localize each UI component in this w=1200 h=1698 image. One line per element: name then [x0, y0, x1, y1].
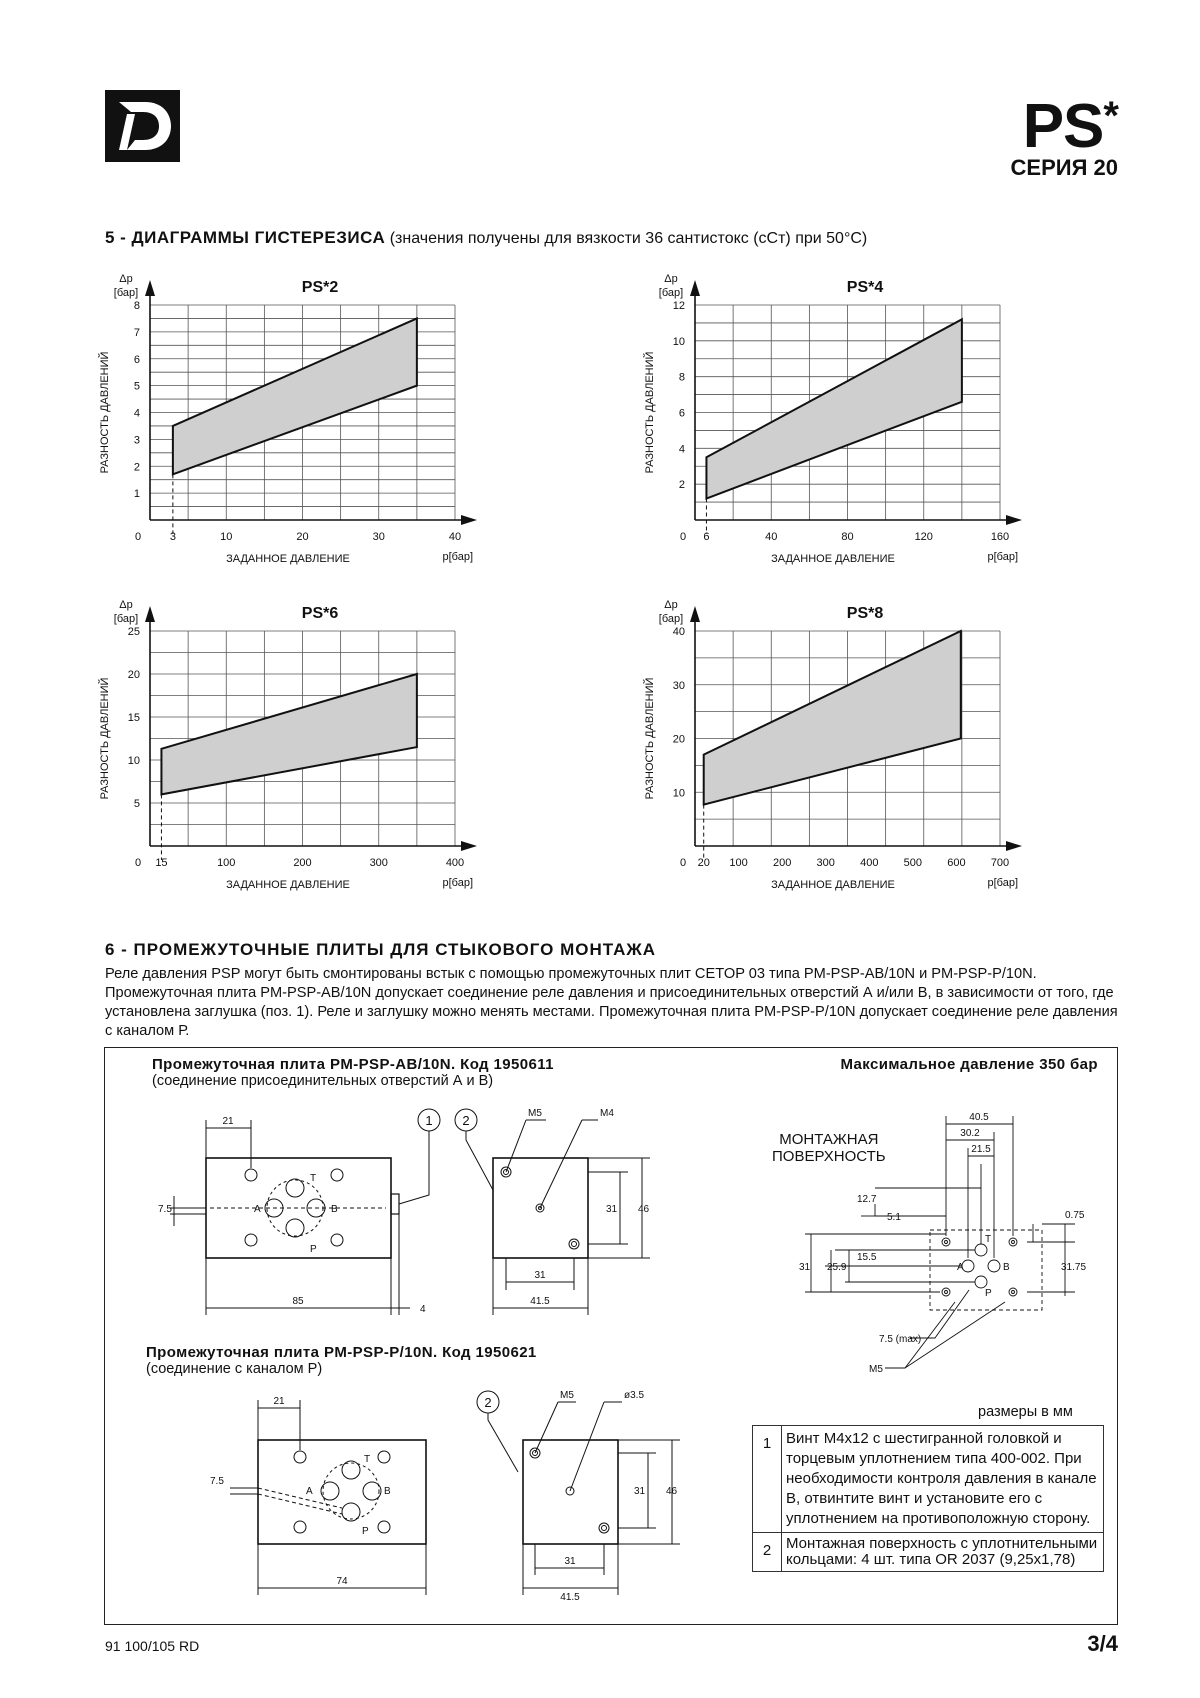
p-dim-21: 21 [273, 1396, 285, 1407]
x-tick-label: 20 [296, 531, 309, 543]
x-tick-label: 600 [947, 857, 966, 869]
ms-label-m5: M5 [869, 1364, 883, 1375]
y-tick-label: 6 [133, 353, 140, 366]
p-port-t: T [364, 1454, 371, 1465]
x-axis-title: ЗАДАННОЕ ДАВЛЕНИЕ [226, 553, 350, 565]
chart-ps2 [98, 272, 478, 572]
max-pressure: Максимальное давление 350 бар [840, 1056, 1098, 1073]
x-tick-label: 40 [448, 531, 462, 543]
x-tick-label: 30 [372, 531, 385, 543]
note-text: Монтажная поверхность с уплотнительными кольцами: 4 шт. типа OR 2037 (9,25x1,78) [782, 1533, 1104, 1572]
chart-svg [98, 272, 478, 572]
mounting-surface-title: МОНТАЖНАЯ ПОВЕРХНОСТЬ [772, 1131, 886, 1165]
document-code: 91 100/105 RD [105, 1638, 200, 1654]
units-note: размеры в мм [978, 1404, 1073, 1420]
x-tick-label: 200 [772, 857, 792, 869]
ms-dim-31-75: 31.75 [1061, 1262, 1087, 1273]
p-dim-31-v: 31 [634, 1486, 646, 1497]
x-axis-arrow [461, 841, 477, 851]
label-m4: M4 [600, 1108, 614, 1119]
y-tick-label: 6 [678, 407, 685, 420]
y-tick-label: 10 [672, 787, 685, 800]
x-tick-label: 300 [816, 857, 835, 869]
dim-21: 21 [222, 1116, 234, 1127]
chart-svg [643, 598, 1023, 898]
dim-4: 4 [420, 1304, 426, 1315]
x-axis-title: ЗАДАННОЕ ДАВЛЕНИЕ [226, 879, 350, 891]
x-tick-label: 6 [703, 531, 710, 543]
chart-svg [98, 598, 478, 898]
y-tick-label: 20 [672, 733, 685, 746]
y-unit-label: [бар] [658, 613, 684, 625]
y-axis-arrow [145, 280, 155, 296]
p-dim-31-h: 31 [564, 1556, 576, 1567]
y-tick-label: 20 [127, 669, 140, 681]
ms-dim-5-1: 5.1 [887, 1212, 901, 1223]
p-dim-74: 74 [336, 1576, 348, 1587]
note-number: 2 [753, 1533, 782, 1572]
dim-46: 46 [638, 1204, 650, 1215]
y-unit-symbol: Δp [664, 599, 678, 611]
x-tick-label: 0 [134, 531, 142, 543]
chart-title: PS*4 [846, 279, 884, 296]
y-tick-label: 4 [133, 407, 140, 420]
p-label-d3-5: ø3.5 [624, 1390, 645, 1401]
y-tick-label: 8 [133, 300, 140, 312]
y-tick-label: 10 [127, 755, 140, 767]
dim-31-v: 31 [606, 1204, 618, 1215]
ms-dim-21-5: 21.5 [971, 1144, 991, 1155]
x-tick-label: 0 [679, 857, 687, 869]
y-tick-label: 30 [672, 679, 685, 692]
x-axis-arrow [1006, 841, 1022, 851]
dim-31-h: 31 [534, 1270, 546, 1281]
x-axis-arrow [461, 515, 477, 525]
y-axis-title: РАЗНОСТЬ ДАВЛЕНИЙ [99, 677, 111, 800]
dim-41-5: 41.5 [530, 1296, 550, 1307]
y-tick-label: 8 [678, 371, 685, 384]
x-tick-label: 3 [169, 531, 176, 543]
chart-title: PS*2 [301, 279, 339, 296]
plate-p-drawing [210, 1390, 700, 1615]
y-axis-title: РАЗНОСТЬ ДАВЛЕНИЙ [644, 351, 656, 474]
series-title: PS* [1022, 92, 1118, 161]
section5-title: 5 - ДИАГРАММЫ ГИСТЕРЕЗИСА [105, 228, 386, 247]
p-callout-2: 2 [484, 1395, 492, 1410]
y-unit-label: [бар] [658, 287, 684, 299]
notes-table [752, 1425, 1104, 1572]
x-tick-label: 0 [134, 857, 142, 869]
ms-dim-0-75: 0.75 [1065, 1210, 1085, 1221]
chart-svg [643, 272, 1023, 572]
y-tick-label: 3 [133, 434, 140, 447]
ms-dim-12-7: 12.7 [857, 1194, 877, 1205]
y-axis-title: РАЗНОСТЬ ДАВЛЕНИЙ [644, 677, 656, 800]
y-axis-arrow [690, 606, 700, 622]
plate-ab-title: Промежуточная плита PM-PSP-AB/10N. Код 1950611 [152, 1056, 554, 1073]
port-p: P [310, 1244, 317, 1255]
ms-dim-40-5: 40.5 [969, 1112, 989, 1123]
y-unit-symbol: Δp [664, 273, 678, 285]
ms-dim-31: 31 [799, 1262, 811, 1273]
port-t: T [310, 1173, 317, 1184]
section5-heading [105, 228, 867, 248]
x-axis-title: ЗАДАННОЕ ДАВЛЕНИЕ [771, 553, 895, 565]
x-tick-label: 80 [841, 531, 854, 543]
ms-dim-30-2: 30.2 [960, 1128, 980, 1139]
y-tick-label: 2 [678, 479, 685, 492]
y-tick-label: 10 [672, 335, 685, 348]
x-tick-label: 200 [293, 857, 312, 869]
p-port-p: P [362, 1526, 369, 1537]
p-label-m5: M5 [560, 1390, 574, 1401]
x-tick-label: 300 [369, 857, 388, 869]
ms-dim-7-5max: 7.5 (max) [879, 1334, 922, 1345]
chart-ps6 [98, 598, 478, 898]
note-row [753, 1533, 1104, 1572]
note-number: 1 [753, 1426, 782, 1533]
plate-ab-drawing [150, 1100, 660, 1330]
x-axis-unit: p[бар] [442, 551, 473, 563]
x-axis-unit: p[бар] [442, 877, 473, 889]
y-unit-label: [бар] [113, 287, 139, 299]
x-tick-label: 700 [990, 857, 1010, 869]
x-tick-label: 15 [155, 857, 168, 869]
y-axis-arrow [145, 606, 155, 622]
chart-title: PS*6 [301, 605, 339, 622]
plate-p-heading [146, 1344, 537, 1377]
x-tick-label: 120 [914, 531, 933, 543]
y-unit-label: [бар] [113, 613, 139, 625]
y-tick-label: 7 [133, 326, 140, 339]
x-axis-unit: p[бар] [987, 551, 1018, 563]
plate-p-title: Промежуточная плита PM-PSP-P/10N. Код 1950621 [146, 1344, 537, 1361]
x-tick-label: 40 [765, 531, 778, 543]
section5-note: (значения получены для вязкости 36 сантистокс (сСт) при 50°С) [389, 230, 868, 247]
y-axis-title: РАЗНОСТЬ ДАВЛЕНИЙ [99, 351, 111, 474]
plate-ab-heading [152, 1056, 554, 1089]
ms-port-a: A [957, 1262, 964, 1273]
section6-title: 6 - ПРОМЕЖУТОЧНЫЕ ПЛИТЫ ДЛЯ СТЫКОВОГО МОНТАЖА [105, 940, 656, 959]
x-tick-label: 100 [217, 857, 236, 869]
chart-title: PS*8 [846, 605, 884, 622]
x-axis-title: ЗАДАННОЕ ДАВЛЕНИЕ [771, 879, 895, 891]
p-port-a: A [306, 1486, 313, 1497]
x-axis-unit: p[бар] [987, 877, 1018, 889]
p-dim-7-5: 7.5 [210, 1476, 224, 1487]
y-tick-label: 25 [127, 626, 140, 638]
port-a: A [254, 1204, 261, 1215]
p-dim-46: 46 [666, 1486, 678, 1497]
ms-dim-25-9: 25.9 [827, 1262, 847, 1273]
y-tick-label: 5 [133, 798, 140, 810]
x-tick-label: 160 [990, 531, 1010, 543]
note-text: Винт М4х12 с шестигранной головкой и торцевым уплотнением типа 400-002. При необходимости контроля давления в канале B, отвинтите винт и установите его с уплотнением на противоположную сторону. [782, 1426, 1104, 1533]
ms-port-b: B [1003, 1262, 1010, 1273]
chart-ps4 [643, 272, 1023, 572]
y-tick-label: 1 [133, 488, 140, 501]
x-tick-label: 0 [679, 531, 687, 543]
dim-7-5: 7.5 [158, 1204, 172, 1215]
ms-port-p: P [985, 1288, 992, 1299]
y-tick-label: 40 [672, 626, 685, 638]
series-label: СЕРИЯ 20 [1010, 155, 1118, 180]
x-tick-label: 100 [729, 857, 748, 869]
y-unit-symbol: Δp [119, 599, 133, 611]
ms-port-t: T [985, 1234, 992, 1245]
y-tick-label: 4 [678, 443, 685, 456]
x-tick-label: 20 [697, 857, 710, 869]
x-tick-label: 400 [860, 857, 879, 869]
callout-2: 2 [462, 1113, 470, 1128]
company-logo [105, 90, 180, 162]
y-tick-label: 12 [672, 300, 685, 312]
y-axis-arrow [690, 280, 700, 296]
callout-1: 1 [425, 1113, 433, 1128]
hysteresis-band [173, 318, 417, 474]
chart-ps8 [643, 598, 1023, 898]
x-tick-label: 400 [445, 857, 465, 869]
section6-paragraph: Реле давления PSP могут быть смонтированы встык с помощью промежуточных плит CETOP 03 типа PM-PSP-AB/10N и PM-PSP-P/10N. Промежуточная плита PM-PSP-AB/10N допускает соединение реле давления и присоединительных отверстий А и/или В, в зависимости от того, где установлена заглушка (поз. 1). Реле и заглушку можно менять местами. Промежуточная плита PM-PSP-P/10N допускает соединение реле давления с каналом Р. [105, 966, 1118, 1039]
page-number: 3/4 [1087, 1631, 1118, 1656]
y-tick-label: 2 [133, 461, 140, 474]
p-port-b: B [384, 1486, 391, 1497]
plate-ab-subtitle: (соединение присоединительных отверстий А и В) [152, 1073, 494, 1089]
y-tick-label: 5 [133, 380, 140, 393]
port-b: B [331, 1204, 338, 1215]
y-tick-label: 15 [127, 712, 140, 724]
hysteresis-band [704, 631, 961, 805]
label-m5: M5 [528, 1108, 542, 1119]
dim-85: 85 [292, 1296, 304, 1307]
p-dim-41-5: 41.5 [560, 1592, 580, 1603]
note-row [753, 1426, 1104, 1533]
ms-dim-15-5: 15.5 [857, 1252, 877, 1263]
plate-p-subtitle: (соединение с каналом Р) [146, 1361, 323, 1377]
x-axis-arrow [1006, 515, 1022, 525]
x-tick-label: 500 [903, 857, 923, 869]
x-tick-label: 10 [220, 531, 233, 543]
y-unit-symbol: Δp [119, 273, 133, 285]
